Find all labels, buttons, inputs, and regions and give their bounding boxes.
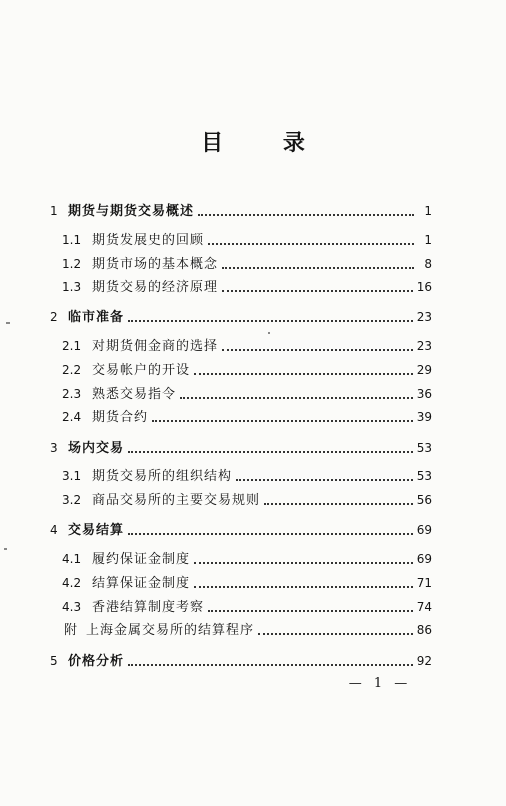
- toc-section-entry: [62, 256, 432, 273]
- dot-leader: [208, 610, 413, 612]
- toc-entry-number: 5: [50, 654, 58, 668]
- toc-chapter-entry: [50, 203, 432, 220]
- toc-entry-page: 8: [424, 257, 432, 271]
- toc-entry-page: 16: [416, 280, 432, 294]
- dot-leader: [194, 562, 413, 564]
- toc-entry-title: 期货与期货交易概述: [68, 204, 195, 219]
- toc-entry-number: 2: [50, 310, 58, 324]
- toc-entry-page: 23: [416, 339, 432, 353]
- toc-entry-page: 36: [416, 387, 432, 401]
- toc-entry-title: 履约保证金制度: [92, 552, 191, 567]
- dot-leader: [222, 290, 413, 292]
- toc-entry-number: 2.1: [62, 339, 82, 353]
- toc-entry-title: 价格分析: [68, 654, 125, 669]
- toc-section-entry: [62, 409, 432, 426]
- page-number: — 1 —: [348, 676, 412, 691]
- dot-leader: [264, 503, 413, 505]
- toc-section-entry: [62, 575, 432, 592]
- toc-entry-title: 香港结算制度考察: [92, 600, 205, 615]
- toc-entry-number: 2.4: [62, 410, 82, 424]
- toc-entry-title: 上海金属交易所的结算程序: [86, 623, 255, 638]
- toc-entry-number: 2.3: [62, 387, 82, 401]
- scan-speck: [268, 332, 270, 334]
- toc-section-entry: [62, 468, 432, 485]
- dot-leader: [180, 397, 413, 399]
- toc-chapter-entry: [50, 522, 432, 539]
- toc-entry-title: 对期货佣金商的选择: [92, 339, 219, 354]
- dot-leader: [194, 373, 413, 375]
- toc-entry-page: 53: [416, 441, 432, 455]
- toc-entry-title: 熟悉交易指令: [92, 387, 177, 402]
- toc-entry-title: 期货合约: [92, 410, 149, 425]
- dot-leader: [128, 451, 413, 453]
- toc-entry-number: 2.2: [62, 363, 82, 377]
- toc-entry-title: 期货发展史的回顾: [92, 233, 205, 248]
- dot-leader: [128, 664, 413, 666]
- toc-section-entry: [62, 338, 432, 355]
- dot-leader: [222, 349, 413, 351]
- toc-entry-number: 4.1: [62, 552, 82, 566]
- toc-entry-number: 附: [64, 623, 78, 638]
- toc-entry-number: 1: [50, 204, 58, 218]
- toc-entry-page: 1: [424, 204, 432, 218]
- toc-section-entry: [62, 232, 432, 249]
- toc-entry-title: 期货交易所的组织结构: [92, 469, 233, 484]
- toc-entry-page: 53: [416, 469, 432, 483]
- toc-entry-title: 结算保证金制度: [92, 576, 191, 591]
- toc-entry-number: 4: [50, 523, 58, 537]
- toc-entry-number: 3: [50, 441, 58, 455]
- dot-leader: [258, 633, 413, 635]
- toc-entry-page: 71: [416, 576, 432, 590]
- dot-leader: [128, 320, 413, 322]
- dot-leader: [208, 243, 414, 245]
- toc-entry-number: 3.1: [62, 469, 82, 483]
- toc-entry-page: 92: [416, 654, 432, 668]
- toc-section-entry: [64, 622, 432, 639]
- dot-leader: [198, 214, 414, 216]
- toc-entry-title: 期货交易的经济原理: [92, 280, 219, 295]
- toc-chapter-entry: [50, 653, 432, 670]
- toc-entry-page: 29: [416, 363, 432, 377]
- toc-entry-page: 74: [416, 600, 432, 614]
- toc-section-entry: [62, 551, 432, 568]
- toc-entry-page: 1: [424, 233, 432, 247]
- toc-section-entry: [62, 362, 432, 379]
- toc-entry-title: 交易结算: [68, 523, 125, 538]
- toc-section-entry: [62, 599, 432, 616]
- toc-section-entry: [62, 386, 432, 403]
- toc-entry-title: 交易帐户的开设: [92, 363, 191, 378]
- toc-entry-number: 1.3: [62, 280, 82, 294]
- toc-entry-title: 场内交易: [68, 441, 125, 456]
- toc-entry-number: 1.2: [62, 257, 82, 271]
- toc-entry-number: 4.3: [62, 600, 82, 614]
- toc-entry-page: 56: [416, 493, 432, 507]
- scan-speck: [4, 548, 7, 550]
- toc-entry-page: 39: [416, 410, 432, 424]
- toc-entry-title: 商品交易所的主要交易规则: [92, 493, 261, 508]
- toc-section-entry: [62, 279, 432, 296]
- toc-chapter-entry: [50, 309, 432, 326]
- page-title: 目 录: [201, 130, 331, 156]
- toc-entry-number: 3.2: [62, 493, 82, 507]
- dot-leader: [236, 479, 413, 481]
- toc-entry-number: 4.2: [62, 576, 82, 590]
- toc-entry-number: 1.1: [62, 233, 82, 247]
- toc-entry-page: 86: [416, 623, 432, 637]
- toc-entry-page: 23: [416, 310, 432, 324]
- toc-entry-page: 69: [416, 552, 432, 566]
- scan-speck: [6, 322, 10, 324]
- dot-leader: [152, 420, 413, 422]
- toc-entry-page: 69: [416, 523, 432, 537]
- toc-entry-title: 临市准备: [68, 310, 125, 325]
- dot-leader: [222, 267, 414, 269]
- dot-leader: [194, 586, 413, 588]
- toc-section-entry: [62, 492, 432, 509]
- toc-entry-title: 期货市场的基本概念: [92, 257, 219, 272]
- dot-leader: [128, 533, 413, 535]
- toc-chapter-entry: [50, 440, 432, 457]
